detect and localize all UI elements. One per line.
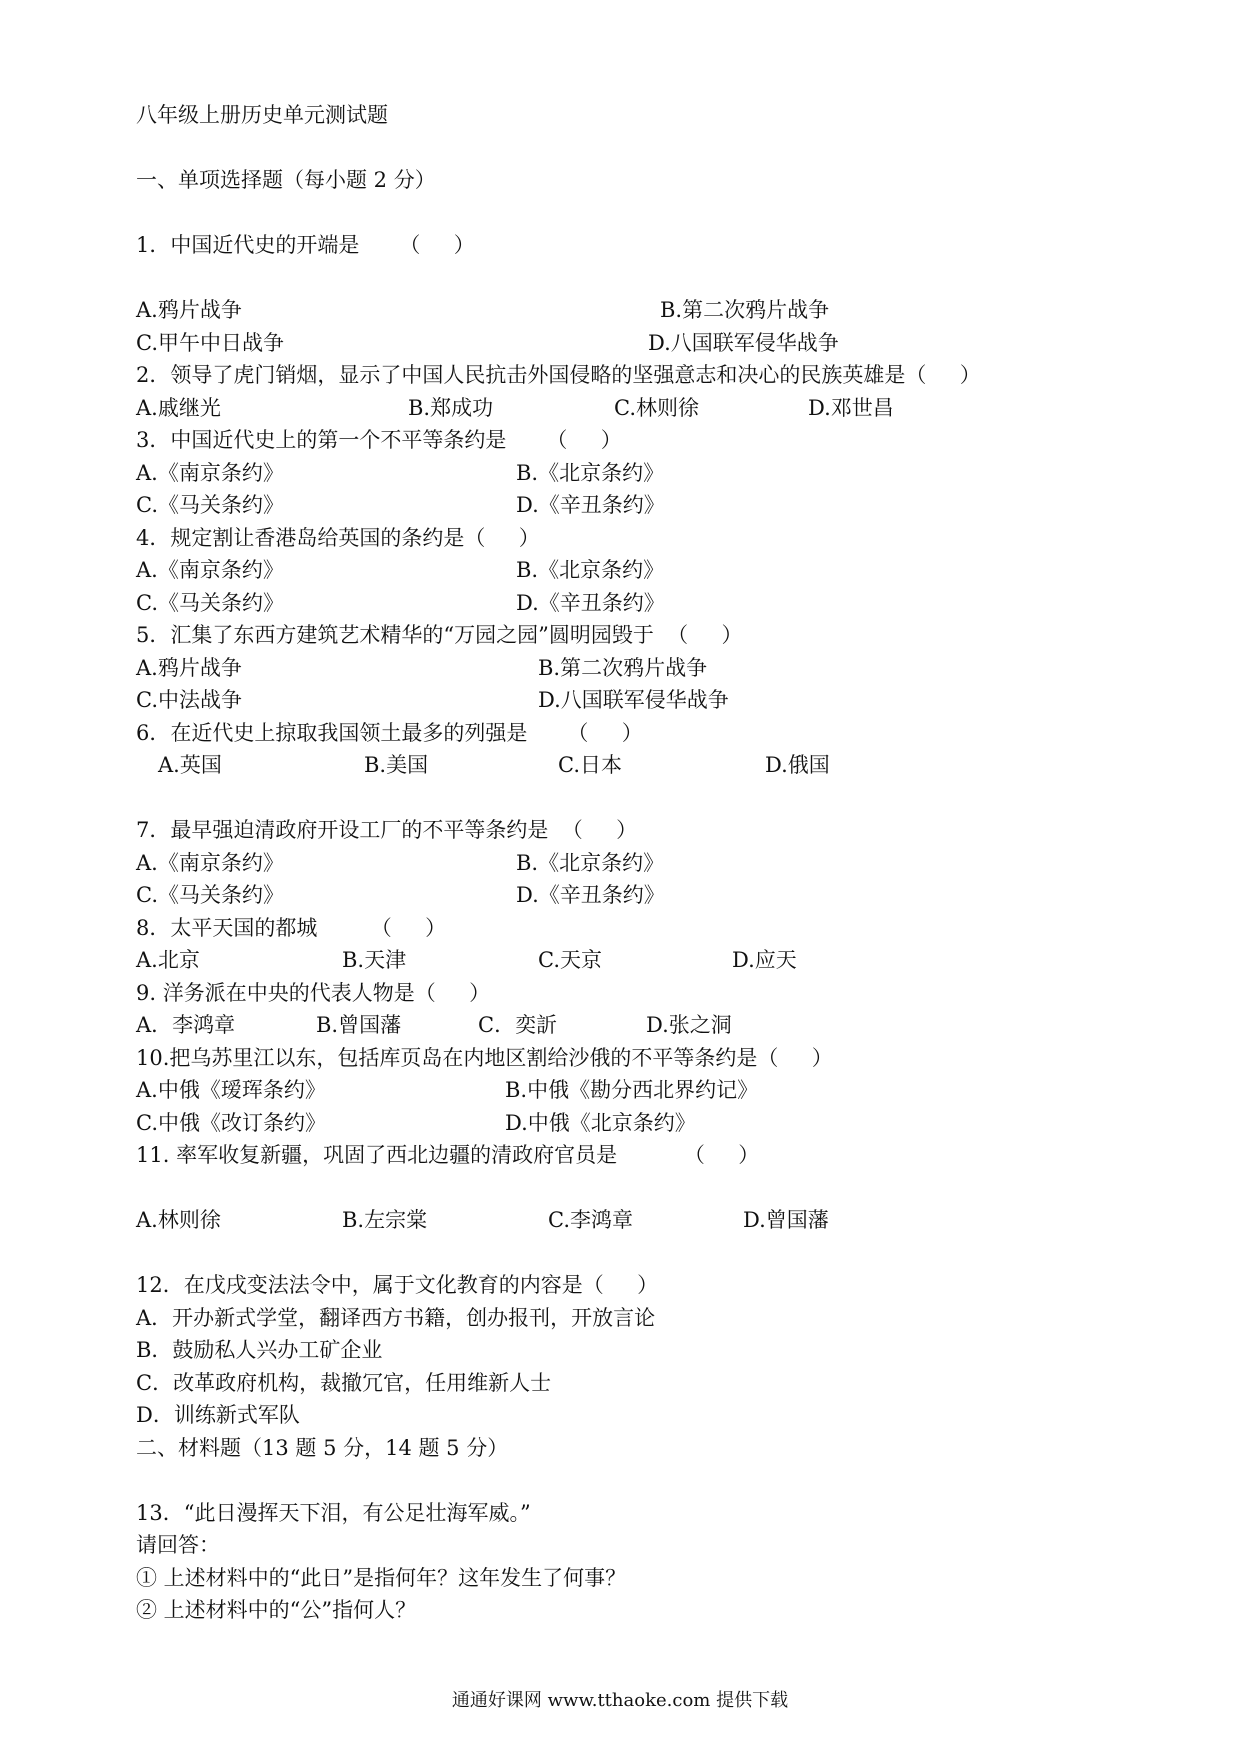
q5-option-c: C.中法战争 [136,688,242,712]
question-2: 2．领导了虎门销烟，显示了中国人民抗击外国侵略的坚强意志和决心的民族英雄是（ ） [136,363,981,387]
question-9: 9. 洋务派在中央的代表人物是（ ） [136,981,491,1005]
q12-option-c: C．改革政府机构，裁撤冗官，任用维新人士 [136,1371,552,1395]
q12-option-a: A．开办新式学堂，翻译西方书籍，创办报刊，开放言论 [136,1306,656,1330]
question-3: 3．中国近代史上的第一个不平等条约是 （ ） [136,428,622,452]
q13-prompt: 请回答： [136,1533,220,1557]
q4-option-b: B.《北京条约》 [516,558,665,582]
question-4: 4．规定割让香港岛给英国的条约是（ ） [136,526,540,550]
q7-option-d: D.《辛丑条约》 [516,883,665,907]
q2-option-b: B.郑成功 [408,396,494,420]
question-11: 11. 率军收复新疆，巩固了西北边疆的清政府官员是 （ ） [136,1143,760,1167]
question-10: 10.把乌苏里江以东，包括库页岛在内地区割给沙俄的不平等条约是（ ） [136,1046,833,1070]
q3-option-d: D.《辛丑条约》 [516,493,665,517]
q6-option-d: D.俄国 [765,753,830,777]
q5-option-a: A.鸦片战争 [136,656,242,680]
q6-option-c: C.日本 [558,753,622,777]
q8-option-a: A.北京 [136,948,200,972]
question-6: 6．在近代史上掠取我国领土最多的列强是 （ ） [136,721,643,745]
section-heading-1: 一、单项选择题（每小题 2 分） [136,168,436,192]
q11-option-b: B.左宗棠 [342,1208,428,1232]
q1-option-c: C.甲午中日战争 [136,331,284,355]
page-title: 八年级上册历史单元测试题 [136,103,388,127]
q1-option-b: B.第二次鸦片战争 [660,298,830,322]
question-7: 7．最早强迫清政府开设工厂的不平等条约是 （ ） [136,818,638,842]
question-1: 1．中国近代史的开端是 （ ） [136,233,475,257]
q11-option-d: D.曾国藩 [743,1208,829,1232]
q10-option-d: D.中俄《北京条约》 [505,1111,696,1135]
q3-option-b: B.《北京条约》 [516,461,665,485]
q2-option-d: D.邓世昌 [808,396,894,420]
q9-option-a: A．李鸿章 [136,1013,236,1037]
q8-option-b: B.天津 [342,948,407,972]
q1-option-a: A.鸦片战争 [136,298,242,322]
q7-option-c: C.《马关条约》 [136,883,284,907]
q10-option-a: A.中俄《瑷珲条约》 [136,1078,326,1102]
question-5: 5．汇集了东西方建筑艺术精华的“万园之园”圆明园毁于 （ ） [136,623,743,647]
q13-subquestion-1: ① 上述材料中的“此日”是指何年？这年发生了何事？ [136,1566,627,1590]
q4-option-c: C.《马关条约》 [136,591,284,615]
q11-option-c: C.李鸿章 [548,1208,633,1232]
q5-option-d: D.八国联军侵华战争 [538,688,729,712]
question-12: 12．在戊戌变法法令中，属于文化教育的内容是（ ） [136,1273,659,1297]
q12-option-d: D．训练新式军队 [136,1403,300,1427]
q2-option-a: A.戚继光 [136,396,221,420]
q4-option-a: A.《南京条约》 [136,558,284,582]
q9-option-b: B.曾国藩 [316,1013,402,1037]
q7-option-a: A.《南京条约》 [136,851,284,875]
q11-option-a: A.林则徐 [136,1208,221,1232]
q10-option-b: B.中俄《勘分西北界约记》 [505,1078,759,1102]
q6-option-a: A.英国 [158,753,222,777]
q7-option-b: B.《北京条约》 [516,851,665,875]
q8-option-c: C.天京 [538,948,602,972]
section-heading-2: 二、材料题（13 题 5 分，14 题 5 分） [136,1436,509,1460]
q12-option-b: B．鼓励私人兴办工矿企业 [136,1338,383,1362]
q3-option-c: C.《马关条约》 [136,493,284,517]
question-8: 8．太平天国的都城 （ ） [136,916,447,940]
q5-option-b: B.第二次鸦片战争 [538,656,708,680]
q6-option-b: B.美国 [364,753,429,777]
q1-option-d: D.八国联军侵华战争 [648,331,839,355]
q10-option-c: C.中俄《改订条约》 [136,1111,326,1135]
q8-option-d: D.应天 [732,948,797,972]
q2-option-c: C.林则徐 [614,396,699,420]
q4-option-d: D.《辛丑条约》 [516,591,665,615]
q3-option-a: A.《南京条约》 [136,461,284,485]
q9-option-c: C．奕訢 [478,1013,558,1037]
q13-subquestion-2: ② 上述材料中的“公”指何人？ [136,1598,417,1622]
question-13: 13．“此日漫挥天下泪，有公足壮海军威。” [136,1501,531,1525]
q9-option-d: D.张之洞 [646,1013,732,1037]
footer-watermark: 通通好课网 www.tthaoke.com 提供下载 [451,1690,789,1711]
